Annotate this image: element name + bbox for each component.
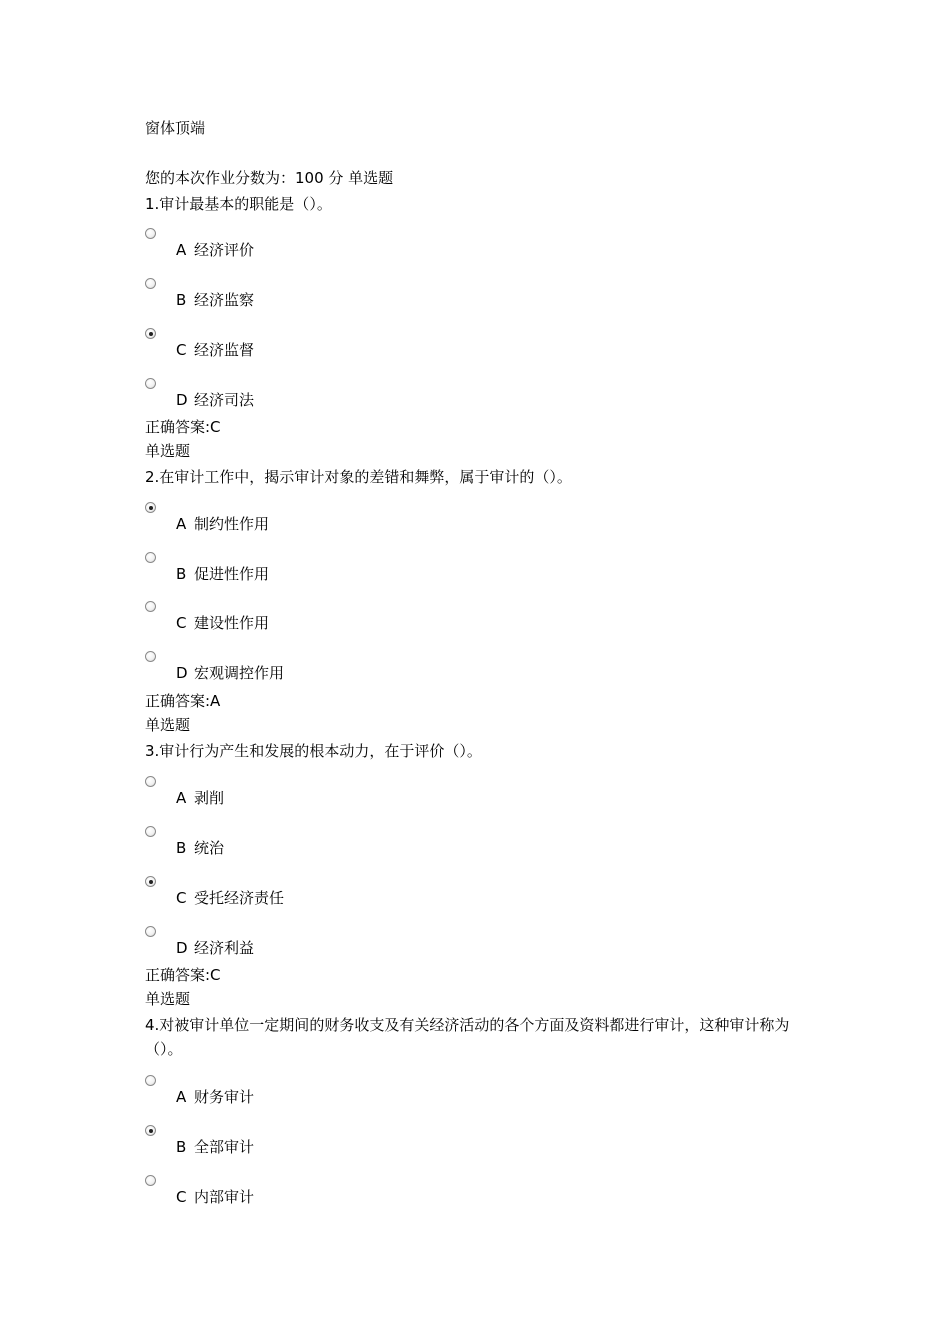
question-3-option-d[interactable]: [145, 926, 545, 966]
option-letter: B: [176, 565, 187, 583]
radio-button[interactable]: [145, 552, 156, 563]
radio-button[interactable]: [145, 1075, 156, 1086]
option-text: 内部审计: [194, 1188, 255, 1206]
question-1-text: 1.审计最基本的职能是（）。: [145, 195, 332, 213]
option-letter: C: [176, 889, 187, 907]
option-letter: B: [176, 839, 187, 857]
radio-button-selected[interactable]: [145, 328, 156, 339]
option-text: 统治: [194, 839, 225, 857]
question-3-option-a[interactable]: [145, 776, 545, 816]
option-letter: B: [176, 291, 187, 309]
option-text: 经济监督: [194, 341, 255, 359]
option-text: 建设性作用: [194, 614, 270, 632]
option-letter: B: [176, 1138, 187, 1156]
radio-button-selected[interactable]: [145, 1125, 156, 1136]
option-letter: A: [176, 789, 187, 807]
question-1-option-a[interactable]: [145, 228, 545, 268]
question-2-text: 2.在审计工作中，揭示审计对象的差错和舞弊，属于审计的（）。: [145, 468, 572, 486]
option-text: 经济利益: [194, 939, 255, 957]
option-text: 财务审计: [194, 1088, 255, 1106]
radio-button[interactable]: [145, 926, 156, 937]
option-text: 全部审计: [194, 1138, 255, 1156]
radio-button[interactable]: [145, 228, 156, 239]
question-3-option-b[interactable]: [145, 826, 545, 866]
radio-button[interactable]: [145, 278, 156, 289]
radio-button[interactable]: [145, 651, 156, 662]
question-2-option-d[interactable]: [145, 651, 545, 691]
option-letter: D: [176, 391, 188, 409]
option-text: 受托经济责任: [194, 889, 285, 907]
score-line: 您的本次作业分数为：100 分 单选题: [145, 169, 394, 187]
question-3-answer: 正确答案:C: [145, 966, 221, 984]
radio-button[interactable]: [145, 378, 156, 389]
question-4-type: 单选题: [145, 990, 191, 1008]
question-3-type: 单选题: [145, 716, 191, 734]
question-4-option-c[interactable]: [145, 1175, 545, 1215]
question-4-text: 4.对被审计单位一定期间的财务收支及有关经济活动的各个方面及资料都进行审计，这种审计称为（）。: [145, 1016, 790, 1058]
radio-button-selected[interactable]: [145, 876, 156, 887]
option-letter: D: [176, 939, 188, 957]
option-text: 宏观调控作用: [194, 664, 285, 682]
question-2-answer: 正确答案:A: [145, 692, 221, 710]
option-letter: A: [176, 515, 187, 533]
form-top-label: 窗体顶端: [145, 119, 206, 137]
question-3-option-c[interactable]: [145, 876, 545, 916]
radio-button[interactable]: [145, 776, 156, 787]
option-text: 剥削: [194, 789, 225, 807]
option-letter: C: [176, 341, 187, 359]
question-1-option-d[interactable]: [145, 378, 545, 418]
question-2-option-c[interactable]: [145, 601, 545, 641]
option-text: 制约性作用: [194, 515, 270, 533]
option-letter: C: [176, 1188, 187, 1206]
radio-button-selected[interactable]: [145, 502, 156, 513]
question-1-answer: 正确答案:C: [145, 418, 221, 436]
radio-button[interactable]: [145, 601, 156, 612]
question-1-option-b[interactable]: [145, 278, 545, 318]
question-2-option-b[interactable]: [145, 552, 545, 592]
option-letter: A: [176, 1088, 187, 1106]
question-2-type: 单选题: [145, 442, 191, 460]
option-letter: D: [176, 664, 188, 682]
question-4-option-b[interactable]: [145, 1125, 545, 1165]
radio-button[interactable]: [145, 826, 156, 837]
question-1-option-c[interactable]: [145, 328, 545, 368]
option-text: 经济司法: [194, 391, 255, 409]
question-2-option-a[interactable]: [145, 502, 545, 542]
question-4-option-a[interactable]: [145, 1075, 545, 1115]
option-text: 经济评价: [194, 241, 255, 259]
option-text: 促进性作用: [194, 565, 270, 583]
option-text: 经济监察: [194, 291, 255, 309]
option-letter: C: [176, 614, 187, 632]
radio-button[interactable]: [145, 1175, 156, 1186]
question-3-text: 3.审计行为产生和发展的根本动力，在于评价（）。: [145, 742, 482, 760]
option-letter: A: [176, 241, 187, 259]
